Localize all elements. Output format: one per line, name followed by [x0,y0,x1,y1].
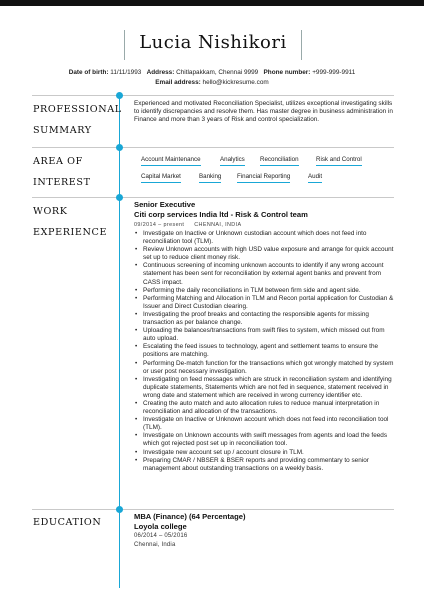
contact-line-1 [0,69,424,76]
summary-heading-line2: SUMMARY [33,125,92,136]
list-item: • Preparing CMAR / NBSER & BSER reports and providing commentary to senior management about outstanding transactions on a weekly basis. [134,457,396,473]
address-label: Address: [146,69,175,76]
work-heading-line2: EXPERIENCE [33,227,108,238]
dob-label: Date of birth: [68,69,109,76]
tag: Risk and Control [316,156,362,166]
job-dates: 09/2014 – present [134,222,185,228]
list-item: • Performing De-match function for the transactions which got wrongly matched by system or user post necessary investigation. [134,360,396,376]
section-divider [32,147,394,148]
name-bracket-right [301,30,302,60]
work-heading-line1: WORK [33,206,68,217]
timeline-line [119,95,120,588]
list-item: • Review Unknown accounts with high USD value exposure and arrange for quick account set up to reduce client money risk. [134,246,396,262]
contact-line-2 [0,79,424,86]
list-item: • Uploading the balances/transactions from swift files to system, which missed out from auto upload. [134,327,396,343]
section-divider [32,197,394,198]
tag: Banking [199,173,221,183]
interest-heading [33,151,91,193]
address-value: Chitlapakkam, Chennai 9999 [176,69,259,76]
timeline-dot [116,506,123,513]
timeline-dot [116,92,123,99]
section-divider [32,95,394,96]
timeline-dot [116,144,123,151]
interest-heading-line1: AREA OF [33,156,83,167]
list-item: • Investigate on Inactive or Unknown account which does not feed into reconciliation tool (TLM). [134,416,396,432]
education-dates: 06/2014 – 05/2016 [134,533,188,539]
name-header [124,30,302,60]
job-title: Senior Executive [134,200,196,209]
phone-value: +999-999-9911 [312,69,356,76]
summary-heading-line1: PROFESSIONAL [33,104,122,115]
list-item: • Creating the auto match and auto allocation rules to reduce manual interpretation in reconciliation and allocation of the transactions. [134,400,396,416]
list-item: • Escalating the feed issues to technology, agent and settlement teams to ensure the positions are matching. [134,343,396,359]
list-item: • Investigating the proof breaks and contacting the responsible agents for missing transaction as per balance change. [134,311,396,327]
list-item: • Investigate on Unknown accounts with swift messages from agents and load the feeds which got rejected post set up in reconciliation tool. [134,432,396,448]
list-item: • Continuous screening of incoming unknown accounts to identify if any wrong account statement has been sent for reconciliation by external agent banks and prevent from CASS impact. [134,262,396,286]
tag: Capital Market [141,173,181,183]
tag: Account Maintenance [141,156,201,166]
dob-value: 11/11/1993 [110,69,142,76]
email-label: Email address: [155,79,201,86]
job-meta [134,222,242,228]
phone-label: Phone number: [263,69,311,76]
list-item: • Performing Matching and Allocation in TLM and Recon portal application for Custodian & Issuer and Direct Custodian clearing. [134,295,396,311]
candidate-name: Lucia Nishikori [139,32,287,53]
school-name: Loyola college [134,522,187,531]
interest-heading-line2: INTEREST [33,177,91,188]
education-heading: EDUCATION [33,517,102,528]
degree: MBA (Finance) (64 Percentage) [134,512,246,521]
job-location: CHENNAI, INDIA [194,222,242,228]
work-heading [33,201,107,243]
tag: Analytics [220,156,245,166]
company-name: Citi corp services India ltd - Risk & Control team [134,210,308,219]
summary-heading [33,99,122,141]
email-value[interactable]: hello@kickresume.com [202,79,269,86]
education-location: Chennai, India [134,542,176,548]
list-item: • Performing the daily reconciliations in TLM between firm side and agent side. [134,287,396,295]
summary-text: Experienced and motivated Reconciliation Specialist, utilizes exceptional investigating skills to identify discrepancies and resolve them. Has master degree in business administration in Finance and more than 3 years of Risk and control specialization. [134,100,393,124]
list-item: • Investigate on Inactive or Unknown custodian account which does not feed into reconciliation tool (TLM). [134,230,396,246]
tag: Financial Reporting [237,173,290,183]
timeline-dot [116,194,123,201]
list-item: • Investigate new account set up / account closure in TLM. [134,449,396,457]
tag: Audit [308,173,322,183]
top-bar [0,0,424,6]
section-divider [32,509,394,510]
job-bullets [134,230,396,473]
list-item: • Investigating on feed messages which are struck in reconciliation system and identifying duplicate statements, Statements which are not fed in sequence, statement received in wrong date and statement which are received in wrong currency identifier etc. [134,376,396,400]
tag: Reconciliation [260,156,299,166]
